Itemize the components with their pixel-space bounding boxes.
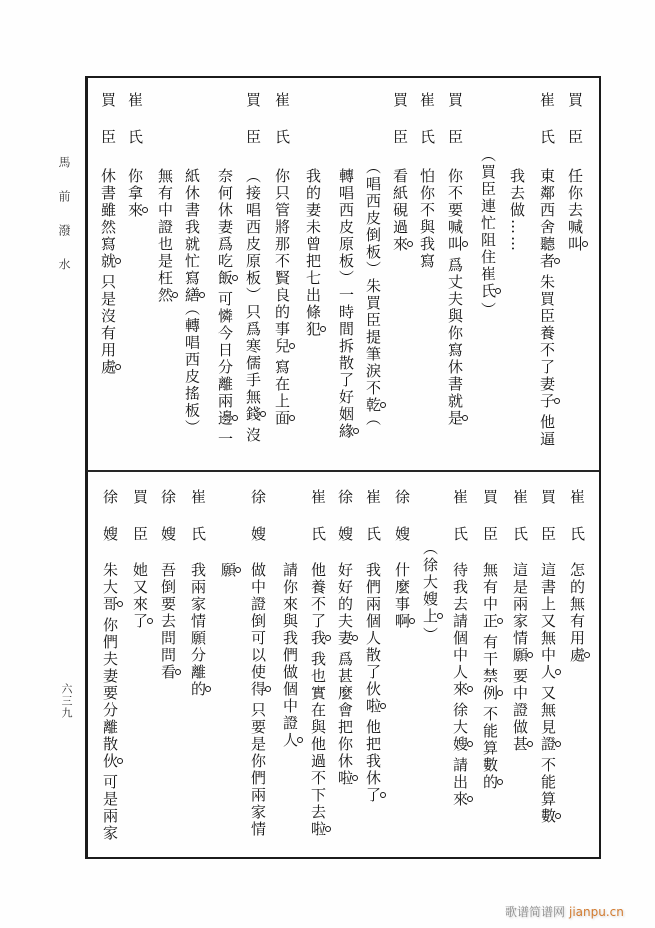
punctuation-circle [223,427,228,431]
line-text: 他養不了我我也實在與他過不下去啦 [310,562,326,842]
punctuation-circle [575,664,580,668]
continuation-line [509,77,525,470]
punctuation-circle [106,270,111,274]
punctuation-circle [280,355,285,359]
punctuation-circle [488,791,493,795]
script-line [337,471,353,857]
page-number: 六三九 [60,683,73,719]
continuation-line [282,471,298,857]
punctuation-circle [488,702,493,706]
watermark-domain: jianpu.cn [569,905,624,919]
line-text: 吾倒要去問問看 [160,562,176,685]
speaker-name: 崔氏 [189,489,207,563]
script-line [392,77,408,470]
continuation-line [338,77,354,470]
line-text: 我的妻未曾把七出條犯 [305,168,321,342]
line-text: 我去做…… [508,168,526,253]
line-text: 看紙硯過來 [392,168,408,257]
script-line [365,471,381,857]
speaker-name: 徐嫂 [336,489,354,563]
punctuation-circle [196,698,201,702]
script-line [540,471,556,857]
line-text: 休書雖然寫就只是沒有用處 [100,168,116,380]
line-text: 奈何休妻爲吃飯可憐今日分離兩邊一 [216,168,234,448]
line-text: 待我去請個中人來徐大嫂請出來 [452,562,468,812]
line-text: 朱大哥你們夫妻要分離散伙可是兩家 [101,562,119,842]
watermark [505,903,624,920]
watermark-site-name: 歌谱简谱网 [505,905,566,919]
line-text: 你拿來 [127,168,143,223]
punctuation-circle [453,427,458,431]
punctuation-circle [398,253,403,257]
script-line [567,77,583,470]
punctuation-circle [316,647,321,651]
punctuation-circle [344,440,349,444]
line-text: 怎的無有用處 [569,562,585,668]
script-line [245,77,261,470]
speaker-name: 買臣 [131,489,149,563]
script-line [190,471,206,857]
punctuation-circle [453,253,458,257]
speaker-name: 崔氏 [568,489,586,563]
line-text: 東鄰西舍聽者朱買臣養不了妻子他逼 [538,168,556,448]
continuation-line [217,77,233,470]
stage-direction [422,471,438,857]
line-text: 什麼事啊 [394,562,410,634]
speaker-name: 買臣 [99,92,117,166]
punctuation-circle [400,630,405,634]
speaker-name: 崔氏 [451,489,469,563]
speaker-name: 崔氏 [511,489,529,563]
punctuation-circle [311,338,316,342]
direction-text: （買臣連忙阻住崔氏） [479,147,497,319]
punctuation-circle [371,414,376,418]
punctuation-circle [371,715,376,719]
script-line [569,471,585,857]
punctuation-circle [133,219,138,223]
script-line [447,77,463,470]
running-head: 馬前潑水 [57,156,71,292]
script-line [100,77,116,470]
line-text: 願 [220,562,236,583]
speaker-name: 崔氏 [126,92,144,166]
line-text: 無有中證也是枉然 [157,168,173,308]
punctuation-circle [251,423,256,427]
line-text: （唱西皮倒板）朱買臣提筆淚不乾（ [364,159,382,428]
speaker-name: 徐嫂 [249,489,267,563]
punctuation-circle [190,304,195,308]
script-line [132,471,148,857]
line-text: 這書上又無中人又無見證不能算數 [540,562,556,829]
punctuation-circle [546,825,551,829]
punctuation-circle [106,376,111,380]
punctuation-circle [138,630,143,634]
punctuation-circle [428,625,433,627]
punctuation-circle [518,664,523,668]
line-text: 做中證倒可以使得只要是你們兩家情 [249,562,267,838]
script-line [102,471,118,857]
stage-direction [480,77,496,470]
speaker-name: 徐嫂 [159,489,177,563]
punctuation-circle [343,787,348,791]
line-text: 你只管將那不賢良的事兒寫在上面 [274,168,290,431]
speaker-name: 買臣 [244,92,262,166]
line-text: 無有中正有干禁例不能算數的 [482,562,498,795]
punctuation-circle [280,427,285,431]
punctuation-circle [518,753,523,757]
punctuation-circle [546,753,551,757]
speaker-name: 徐嫂 [393,489,411,563]
upper-section [0,77,655,470]
line-text: 紙休書我就忙寫繕（轉唱西皮搖板） [183,168,201,437]
lower-section [0,471,655,857]
punctuation-circle [108,770,113,774]
direction-text: （徐大嫂上） [421,540,439,644]
punctuation-circle [226,579,231,583]
line-text: 好好的夫妻爲甚麼會把你休啦 [337,562,353,791]
line-text: 我們兩個人散了伙啦他把我休了 [365,562,381,808]
punctuation-circle [458,753,463,757]
punctuation-circle [488,630,493,634]
script-line [419,77,435,470]
script-line [160,471,176,857]
punctuation-circle [316,838,321,842]
punctuation-circle [288,749,293,753]
continuation-line [220,471,236,857]
continuation-line [305,77,321,470]
line-text: 我兩家情願分離的 [190,562,206,702]
line-text: 她又來了 [132,562,148,634]
line-text: 請你來與我們做個中證人 [282,562,298,753]
continuation-line [365,77,381,470]
speaker-name: 崔氏 [418,92,436,166]
speaker-name: 崔氏 [273,92,291,166]
punctuation-circle [458,698,463,702]
continuation-line [157,77,173,470]
punctuation-circle [108,613,113,617]
speaker-name: 買臣 [481,489,499,563]
speaker-name: 買臣 [391,92,409,166]
script-line [539,77,555,470]
punctuation-circle [166,681,171,685]
speaker-name: 崔氏 [538,92,556,166]
punctuation-circle [371,804,376,808]
line-text: （接唱西皮原板）只爲寒儒手無錢沒 [244,168,262,444]
punctuation-circle [573,253,578,257]
line-text: 這是兩家情願要中證做甚 [512,562,528,757]
punctuation-circle [163,304,168,308]
script-line [394,471,410,857]
punctuation-circle [223,287,228,291]
line-text: 怕你不與我寫 [418,168,436,270]
punctuation-circle [546,681,551,685]
script-line [127,77,143,470]
punctuation-circle [458,808,463,812]
punctuation-circle [545,270,550,274]
line-text: 轉唱西皮原板）一時間拆散了好姻緣 [338,168,354,444]
script-line [452,471,468,857]
script-line [482,471,498,857]
punctuation-circle [256,698,261,702]
speaker-name: 徐嫂 [101,489,119,563]
punctuation-circle [486,300,491,302]
line-text: 任你去喊叫 [567,168,583,257]
speaker-name: 崔氏 [309,489,327,563]
script-line [250,471,266,857]
punctuation-circle [343,647,348,651]
punctuation-circle [545,410,550,414]
speaker-name: 崔氏 [364,489,382,563]
line-text: 你不要喊叫爲丈夫與你寫休書就是 [447,168,463,431]
continuation-line [184,77,200,470]
script-line [274,77,290,470]
script-line [310,471,326,857]
speaker-name: 買臣 [446,92,464,166]
speaker-name: 買臣 [539,489,557,563]
speaker-name: 買臣 [566,92,584,166]
script-line [512,471,528,857]
